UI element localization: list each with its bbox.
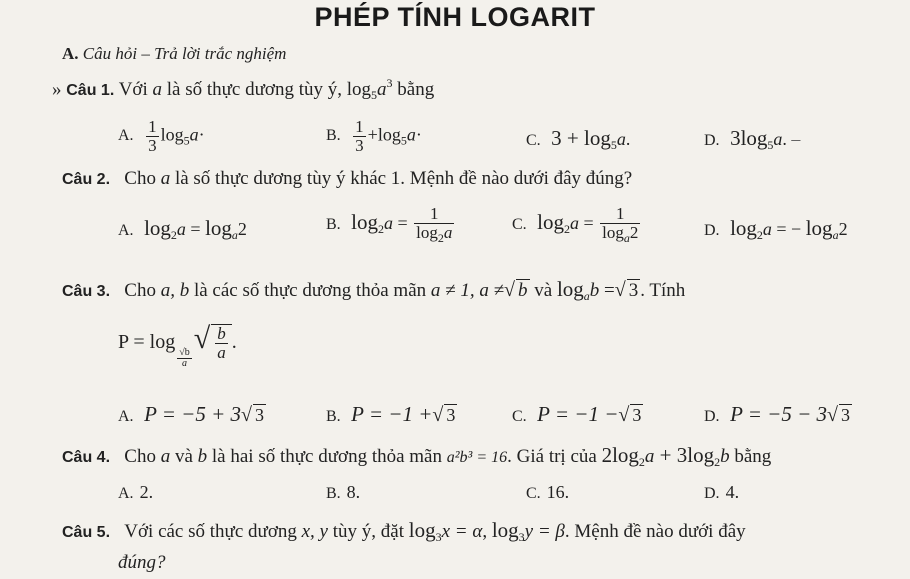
q4-option-a[interactable]: A. 2. xyxy=(118,482,154,502)
q4-text-mid: là hai số thực dương thỏa mãn xyxy=(211,446,442,467)
option-letter: A. xyxy=(118,127,134,145)
q1-option-a[interactable]: A. $\frac{1}{3}$ $\log_5a\cdot$ xyxy=(118,117,205,155)
option-letter: A. xyxy=(118,408,134,425)
q3-option-c[interactable]: C. P = −1 −√ 3 xyxy=(512,402,642,426)
q2-option-a[interactable]: A. $\log_2a = \log_a2$ xyxy=(118,216,247,242)
q3-text-pre: Cho xyxy=(124,280,156,301)
section-letter: A. xyxy=(62,44,79,63)
q1-log: log xyxy=(346,79,372,100)
q3-option-d[interactable]: D. P = −5 − 3√ 3 xyxy=(704,402,851,426)
option-letter: A. xyxy=(118,222,134,239)
option-letter: C. xyxy=(526,485,541,502)
question-5: Câu 5. Với các số thực dương x, y tùy ý, đặt $\log_3x = \alpha$, $\log_3y = \beta$. Mệnh đề nào dưới đây xyxy=(62,518,746,544)
q3-vars: a, b xyxy=(160,280,190,301)
q5-vars: x, y xyxy=(301,521,328,542)
question-3: Câu 3. Cho a, b là các số thực dương thỏa mãn a ≠ 1, a ≠√ b và $\log_ab$ =√ 3 . Tính xyxy=(62,277,686,303)
q1-var-a: a xyxy=(152,79,162,100)
q4-text-post: bằng xyxy=(734,446,772,467)
q2-text-pre: Cho xyxy=(124,168,156,189)
q1-text-mid: là số thực dương tùy ý, xyxy=(166,79,342,100)
q4-var-a: a xyxy=(160,446,171,467)
option-letter: B. xyxy=(326,408,341,425)
option-letter: D. xyxy=(704,132,720,149)
section-heading xyxy=(62,44,286,64)
section-heading-text: Câu hỏi – Trả lời trắc nghiệm xyxy=(82,44,287,63)
option-letter: D. xyxy=(704,485,720,502)
option-letter: D. xyxy=(704,408,720,425)
fraction: $\frac{1}{3}$ xyxy=(148,117,157,155)
option-letter: B. xyxy=(326,215,341,233)
q3-and: và xyxy=(534,280,553,301)
option-letter: C. xyxy=(512,215,527,233)
q2-option-d[interactable]: D. $\log_2a$ = − $\log_a2$ xyxy=(704,216,848,242)
q5-label: Câu 5. xyxy=(62,524,111,541)
q1-option-c[interactable]: C. $3 + \log_5a$. xyxy=(526,126,631,152)
fraction: $\frac{1}{\log_a2}$ xyxy=(602,204,639,245)
q1-label: Câu 1. xyxy=(66,82,115,99)
q4-text-pre: Cho xyxy=(124,446,156,467)
q3-option-b[interactable]: B. P = −1 +√ 3 xyxy=(326,402,456,426)
option-letter: A. xyxy=(118,485,134,502)
q2-text-post: là số thực dương tùy ý khác 1. Mệnh đề nào dưới đây đúng? xyxy=(174,168,633,189)
fraction: $\frac{1}{3}$ xyxy=(355,117,364,155)
option-letter: C. xyxy=(512,408,527,425)
q1-pow: 3 xyxy=(386,76,393,90)
q2-label: Câu 2. xyxy=(62,171,111,188)
option-letter: C. xyxy=(526,132,541,149)
q3-text-mid: là các số thực dương thỏa mãn xyxy=(193,280,427,301)
q1-option-b[interactable]: B. $\frac{1}{3}$ $+\log_5a\cdot$ xyxy=(326,117,422,155)
q3-log: log xyxy=(556,277,584,301)
q5-text-pre: Với các số thực dương xyxy=(124,521,297,542)
q3-tinh: . Tính xyxy=(640,280,686,301)
q4-option-b[interactable]: B. 8. xyxy=(326,482,361,502)
q5-text-mid: tùy ý, đặt xyxy=(332,521,404,542)
q1-text-pre: Với xyxy=(118,79,148,100)
q3-cond2: a ≠ xyxy=(479,280,505,301)
question-1 xyxy=(52,76,434,103)
q4-option-c[interactable]: C. 16. xyxy=(526,482,570,502)
q1-base: 5 xyxy=(371,88,378,102)
q3-cond1: a ≠ 1, xyxy=(430,280,475,301)
q4-cond: a²b³ = 16 xyxy=(446,449,508,466)
q4-label: Câu 4. xyxy=(62,449,111,466)
q4-and: và xyxy=(174,446,193,467)
handwritten-mark: – xyxy=(791,129,801,149)
q4-option-d[interactable]: D. 4. xyxy=(704,482,740,502)
page-title: PHÉP TÍNH LOGARIT xyxy=(314,2,596,32)
q1-marker: » xyxy=(52,79,62,100)
q2-option-b[interactable]: B. $\log_2a$ = $\frac{1}{\log_2a}$ xyxy=(326,204,453,245)
q5-line2: đúng? xyxy=(118,552,166,573)
q3-label: Câu 3. xyxy=(62,283,111,300)
q1-text-post: bằng xyxy=(397,79,435,100)
q2-var-a: a xyxy=(160,168,171,189)
q3-p-expression: P = log $\frac{√b}{a}$ √ $\frac{b}{a}$ . xyxy=(118,322,237,369)
q2-option-c[interactable]: C. $\log_2a$ = $\frac{1}{\log_a2}$ xyxy=(512,204,639,245)
option-letter: B. xyxy=(326,127,341,145)
q1-option-d[interactable]: D. $3\log_5a$. – xyxy=(704,126,801,152)
option-letter: D. xyxy=(704,222,720,239)
q4-text-val: . Giá trị của xyxy=(507,446,597,467)
fraction: $\frac{1}{\log_2a}$ xyxy=(416,204,453,245)
question-2 xyxy=(62,168,632,190)
option-letter: B. xyxy=(326,485,341,502)
question-4: Câu 4. Cho a và b là hai số thực dương thỏa mãn a²b³ = 16. Giá trị của $2\log_2a + 3\log_2b$ bằng xyxy=(62,443,772,469)
q1-arg: a xyxy=(377,79,387,100)
q4-var-b: b xyxy=(197,446,208,467)
q5-text-post: . Mệnh đề nào dưới đây xyxy=(564,521,746,542)
q3-option-a[interactable]: A. P = −5 + 3√ 3 xyxy=(118,402,265,426)
